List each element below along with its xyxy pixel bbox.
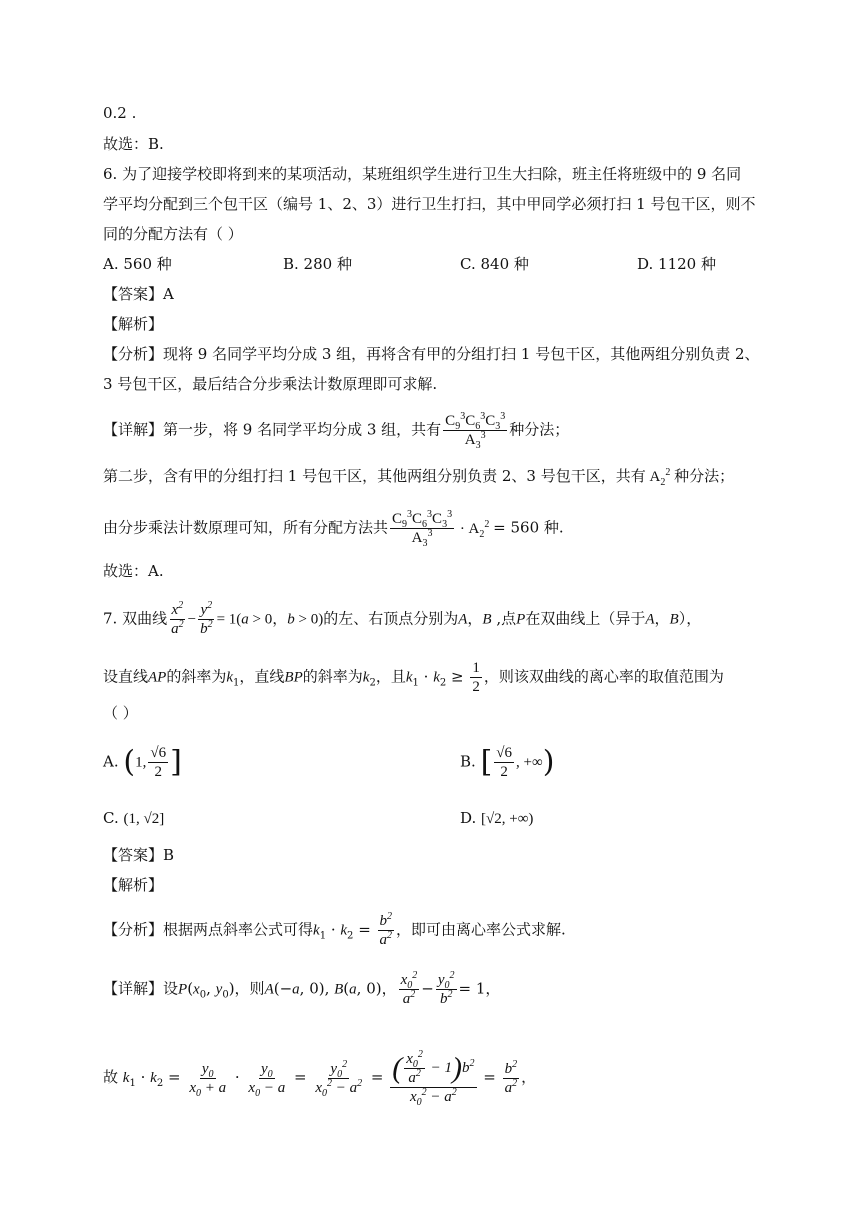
q6-option-b: B. 280 种: [283, 255, 352, 273]
q7-option-d: D. [√2, +∞): [460, 809, 534, 827]
prev-value: 0.2 .: [103, 104, 137, 122]
q7-detail-line2: 故 $k_1 \cdot k_2$ = $\frac{y_0}{x_0 + a}$ · $\frac{y_0}{x_0 - a}$ = $\frac{y_0^2}{x_0^2 - a^2}$ = ( $\frac{x_0^2}{a^2}$ − $1)b^2$ $x_0^2 - a^2$ = $\frac{b^2}{a^2}$ ，: [103, 1049, 537, 1108]
q7-answer: 【答案】B: [103, 846, 175, 864]
q6-stem-line1: 6. 为了迎接学校即将到来的某项活动，某班组织学生进行卫生大扫除，班主任将班级中的 9 名同: [103, 165, 742, 183]
q7-stem-line1: 7. 双曲线 $\frac{x^2}{a^2}$ − $\frac{y^2}{b^2}$ = 1(a > 0，b > 0)的左、右顶点分别为A，B ,点P在双曲线上（异于A，B），: [103, 600, 702, 637]
q6-fenxi-line2: 3 号包干区，最后结合分步乘法计数原理即可求解.: [103, 375, 438, 393]
q6-analysis-title: 【解析】: [103, 315, 164, 333]
q6-detail-line2: 第二步，含有甲的分组打扫 1 号包干区，其他两组分别负责 2、3 号包干区，共有 $A_2^2$ 种分法；: [103, 467, 735, 488]
prev-conclusion: 故选：B.: [103, 135, 164, 153]
q6-detail-line3: 由分步乘法计数原理可知，所有分配方法共 $\frac{C_9^3C_6^3C_3^3}{A_3^3}$ · $A_2^2 = 560$ 种.: [103, 509, 564, 549]
q7-stem-line2: 设直线AP的斜率为$k_1$，直线BP的斜率为$k_2$，且$k_1 \cdot k_2$ ≥ $\frac{1}{2}$ ，则该双曲线的离心率的取值范围为: [103, 660, 724, 695]
y2-over-b2: $\frac{y^2}{b^2}$: [200, 600, 213, 637]
q6-stem-line2: 学平均分配到三个包干区（编号 1、2、3）进行卫生打扫，其中甲同学必须打扫 1 号包干区，则不: [103, 195, 756, 213]
x2-over-a2: $\frac{x^2}{a^2}$: [171, 600, 184, 637]
q7-option-b: B. [ $\frac{√6}{2}$ , +∞): [460, 744, 555, 780]
q6-fenxi-line1: 【分析】现将 9 名同学平均分成 3 组，再将含有甲的分组打扫 1 号包干区，其他两组分别负责 2、: [103, 345, 760, 363]
q7-option-a: A. (1, $\frac{√6}{2}$ ]: [103, 744, 182, 780]
q6-option-c: C. 840 种: [460, 255, 529, 273]
q6-option-d: D. 1120 种: [637, 255, 716, 273]
q6-option-a: A. 560 种: [103, 255, 172, 273]
q7-analysis-title: 【解析】: [103, 876, 164, 894]
q7-fenxi: 【分析】根据两点斜率公式可得$k_1 \cdot k_2$ = $\frac{b^2}{a^2}$ ，即可由离心率公式求解.: [103, 911, 566, 948]
q7-detail-line1: 【详解】设$P(x_0$, $y_0$)，则A(−a, 0), B(a, 0)， $\frac{x_0^2}{a^2}$ − $\frac{y_0^2}{b^2}$ = 1，: [103, 970, 501, 1007]
permutation-term: $A_2^2$: [645, 467, 671, 488]
q7-option-c: C. (1, √2]: [103, 809, 165, 827]
permutation-term-2: · $A_2^2$: [456, 518, 490, 540]
q7-stem-line3: （ ）: [103, 704, 138, 722]
one-half: $\frac{1}{2}$: [472, 660, 480, 695]
q6-answer: 【答案】A: [103, 285, 174, 303]
q6-stem-line3: 同的分配方法有（ ）: [103, 225, 243, 243]
combination-fraction-2: $\frac{C_9^3C_6^3C_3^3}{A_3^3}$: [392, 509, 453, 549]
q6-detail-line1: 【详解】第一步，将 9 名同学平均分成 3 组，共有 $\frac{C_9^3C_6^3C_3^3}{A_3^3}$ 种分法；: [103, 411, 570, 451]
q6-conclusion: 故选：A.: [103, 562, 164, 580]
combination-fraction: $\frac{C_9^3C_6^3C_3^3}{A_3^3}$: [445, 411, 506, 451]
